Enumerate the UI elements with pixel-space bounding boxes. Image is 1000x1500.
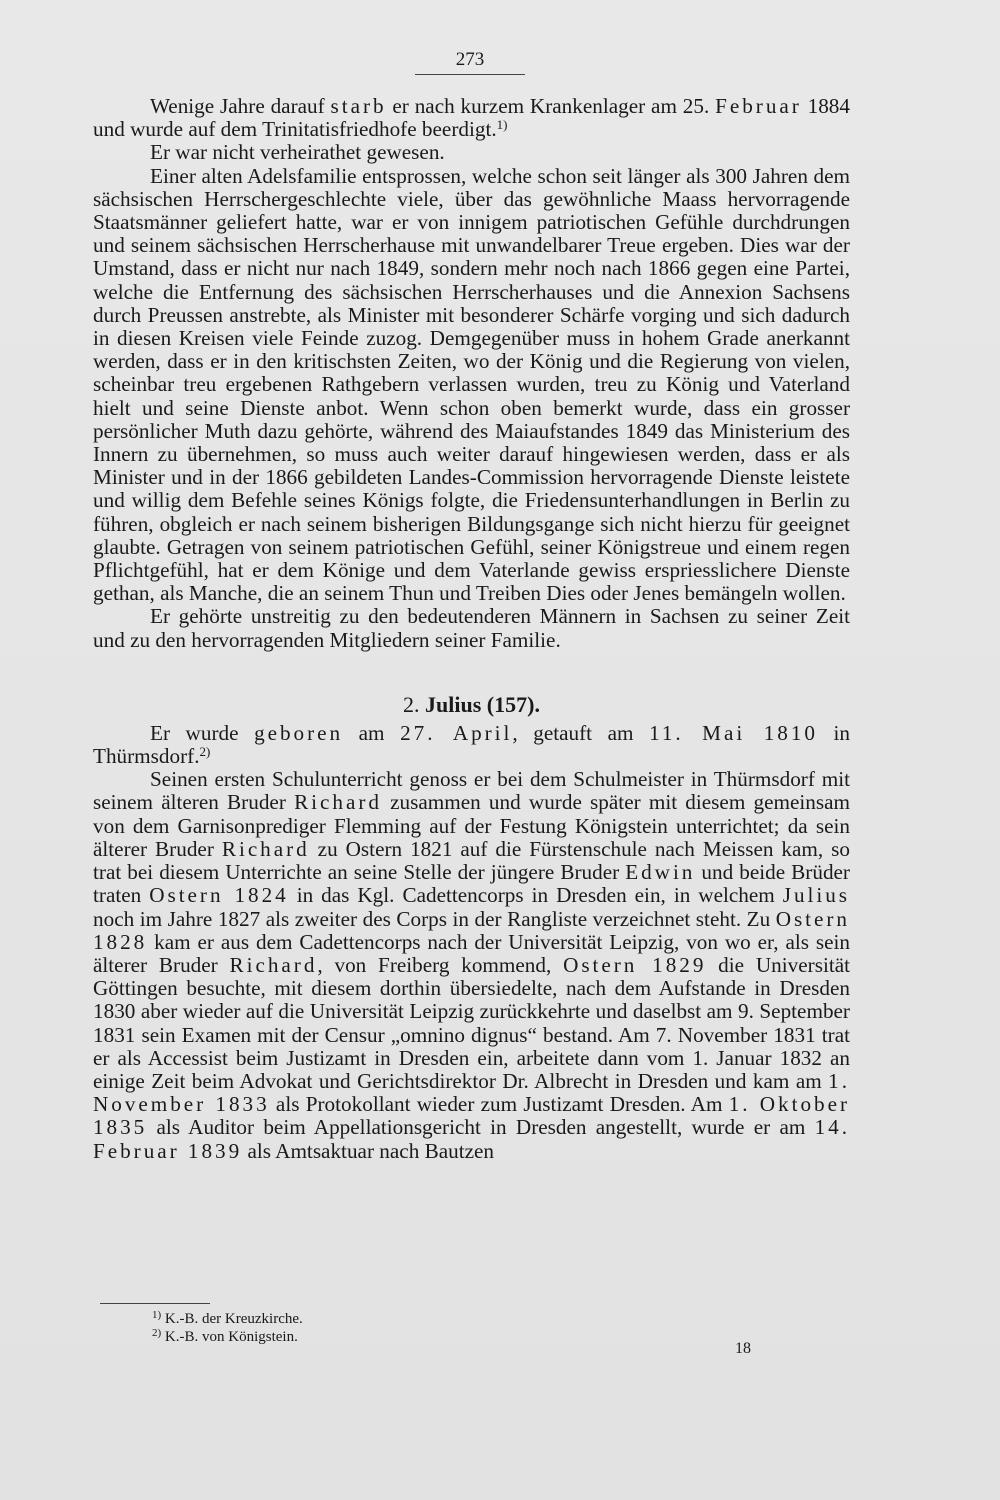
- text-run: als Protokollant wieder zum Justizamt Dresden. Am: [269, 1092, 729, 1117]
- spaced-text: Richard: [221, 836, 310, 861]
- text-run: kam er aus dem Cadettencorps nach der Universität Leipzig, von wo er, als sein älterer Bruder: [93, 929, 850, 977]
- text-run: als Auditor beim Appellationsgericht in Dresden angestellt, wurde er am: [147, 1115, 815, 1140]
- footnote-ref: [200, 744, 211, 759]
- text-run: Seinen ersten Schulunterricht genoss er bei dem Schulmeister in Thürmsdorf mit seinem älteren Bruder: [93, 767, 850, 815]
- footnote-ref-number: 1: [496, 117, 504, 133]
- paragraph-death: [93, 95, 850, 141]
- paragraph-birth: [93, 722, 850, 768]
- spaced-text: Ostern 1829: [563, 952, 707, 977]
- spaced-text: Februar: [715, 94, 802, 118]
- spaced-text: 1. November 1833: [93, 1068, 850, 1117]
- section-number: 2.: [403, 691, 420, 717]
- paragraph-family: Einer alten Adelsfamilie entsprossen, welche schon seit länger als 300 Jahren dem sächsischen Herrschergeschlechte viele, über das gewöhnliche Maass hervorragende Staatsmänner geliefert hatte, war er von innigem patriotischen Gefühle durchdrungen und seinem sächsischen Herrscherhause mit unwandelbarer Treue ergeben. Dies war der Umstand, dass er nicht nur nach 1849, sondern mehr noch nach 1866 gegen eine Partei, welche die Entfernung des sächsischen Herrscherhauses und die Annexion Sachsens durch Preussen anstrebte, als Minister mit besonderer Schärfe vorging und sich dadurch in diesen Kreisen viele Feinde zuzog. Demgegenüber muss in hohem Grade anerkannt werden, dass er in den kritischsten Zeiten, wo der König und die Regierung von vielen, scheinbar treu ergebenen Rathgebern verlassen wurden, treu zu König und Vaterland hielt und seine Dienste anbot. Wenn schon oben bemerkt wurde, dass ein grosser persönlicher Muth dazu gehörte, während des Maiaufstandes 1849 das Ministerium des Innern zu übernehmen, so muss auch weiter darauf hingewiesen werden, dass er als Minister und in der 1866 gebildeten Landes-Commission hervorragende Dienste leistete und willig dem Befehle seines Königs folgte, die Friedensunterhandlungen in Berlin zu führen, obgleich er nach seinem bisherigen Bildungsgange sich nicht hierzu für geeignet glaubte. Getragen von seinem patriotischen Gefühl, seiner Königstreue und einem regen Pflichtgefühl, hat er dem Könige und dem Vaterlande gewiss erspriesslichere Dienste gethan, als Manche, die an seinem Thun und Treiben Dies oder Jenes bemängeln wollen.: [93, 163, 850, 606]
- text-run: Wenige Jahre darauf: [150, 94, 331, 118]
- spaced-text: Julius: [782, 883, 851, 908]
- page-header: [415, 48, 525, 75]
- text-run: in das Kgl. Cadettencorps in Dresden ein, in welchem: [288, 883, 783, 908]
- paragraph-education: [93, 768, 850, 1162]
- text-run: Er wurde: [150, 720, 255, 745]
- text-run: 1884 und wurde auf dem Trinitatisfriedhofe beerdigt.: [93, 94, 850, 142]
- footnote-mark: [152, 1327, 161, 1339]
- footnote-mark: [152, 1309, 161, 1321]
- body-text: [93, 95, 850, 1163]
- spaced-text: Ostern 1824: [149, 883, 289, 908]
- footnote-ref-number: 2: [199, 744, 207, 760]
- footnote-text: K.-B. von Königstein.: [161, 1329, 298, 1345]
- paragraph-significance: Er gehörte unstreitig zu den bedeutenderen Männern in Sachsen zu seiner Zeit und zu den hervorragenden Mitgliedern seiner Familie.: [93, 604, 850, 652]
- footnote-ref-paren: ): [206, 744, 211, 760]
- footnote-rule: [100, 1303, 210, 1304]
- text-run: , getauft am: [512, 720, 650, 745]
- footnote-paren: ): [157, 1309, 162, 1321]
- spaced-text: 1. Oktober 1835: [93, 1092, 850, 1140]
- footnote-number: 1: [152, 1309, 158, 1321]
- spaced-text: starb: [330, 94, 387, 118]
- section-name: Julius (157).: [425, 691, 540, 717]
- spaced-text: Richard: [294, 790, 382, 815]
- spaced-text: Ostern 1828: [93, 906, 850, 954]
- footnote-text: K.-B. der Kreuzkirche.: [161, 1311, 303, 1327]
- header-rule: [415, 74, 525, 75]
- paragraph-unmarried: Er war nicht verheirathet gewesen.: [150, 140, 445, 165]
- spaced-text: Edwin: [625, 860, 696, 885]
- signature-mark: 18: [735, 1340, 751, 1357]
- text-run: am: [343, 720, 401, 745]
- footnote-ref: [497, 117, 508, 132]
- text-run: in Thürmsdorf.: [93, 720, 851, 769]
- text-run: die Universität Göttingen besuchte, mit diesem dorthin übersiedelte, nach dem Aufstande in Dresden 1830 aber wieder auf die Universität Leipzig zurückkehrte und daselbst am 9. September 1831 sein Examen mit der Censur „omnino dignus“ bestand. Am 7. November 1831 trat er als Accessist beim Justizamt in Dresden ein, arbeitete dann vom 1. Januar 1832 an einige Zeit beim Advokat und Gerichtsdirektor Dr. Albrecht in Dresden und kam am: [93, 952, 851, 1093]
- text-run: als Amtsaktuar nach Bautzen: [242, 1138, 495, 1163]
- spaced-text: 11. Mai 1810: [649, 720, 818, 745]
- page-number: 273: [455, 49, 485, 70]
- text-run: noch im Jahre 1827 als zweiter des Corps in der Rangliste verzeichnet steht. Zu: [93, 906, 776, 931]
- text-run: , von Freiberg kommend,: [317, 952, 564, 977]
- spaced-text: Richard: [229, 952, 318, 977]
- text-run: und beide Brüder traten: [93, 860, 850, 908]
- footnotes: [152, 1310, 652, 1346]
- spaced-text: geboren: [254, 720, 344, 745]
- text-run: zusammen und wurde später mit diesem gemeinsam von dem Garnisonprediger Flemming auf der Festung Königstein unterrichtet; da sein älterer Bruder: [93, 790, 850, 861]
- section-heading: [93, 692, 850, 718]
- spaced-text: 27. April: [400, 720, 513, 745]
- footnote-ref-paren: ): [503, 117, 508, 133]
- text-run: er nach kurzem Krankenlager am 25.: [386, 94, 716, 118]
- spaced-text: 14. Februar 1839: [93, 1115, 850, 1163]
- footnote: [152, 1310, 652, 1328]
- footnote: [152, 1328, 652, 1346]
- footnote-paren: ): [157, 1327, 162, 1339]
- text-run: zu Ostern 1821 auf die Fürstenschule nach Meissen kam, so trat bei diesem Unterrichte an seine Stelle der jüngere Bruder: [93, 836, 851, 885]
- footnote-number: 2: [152, 1327, 158, 1339]
